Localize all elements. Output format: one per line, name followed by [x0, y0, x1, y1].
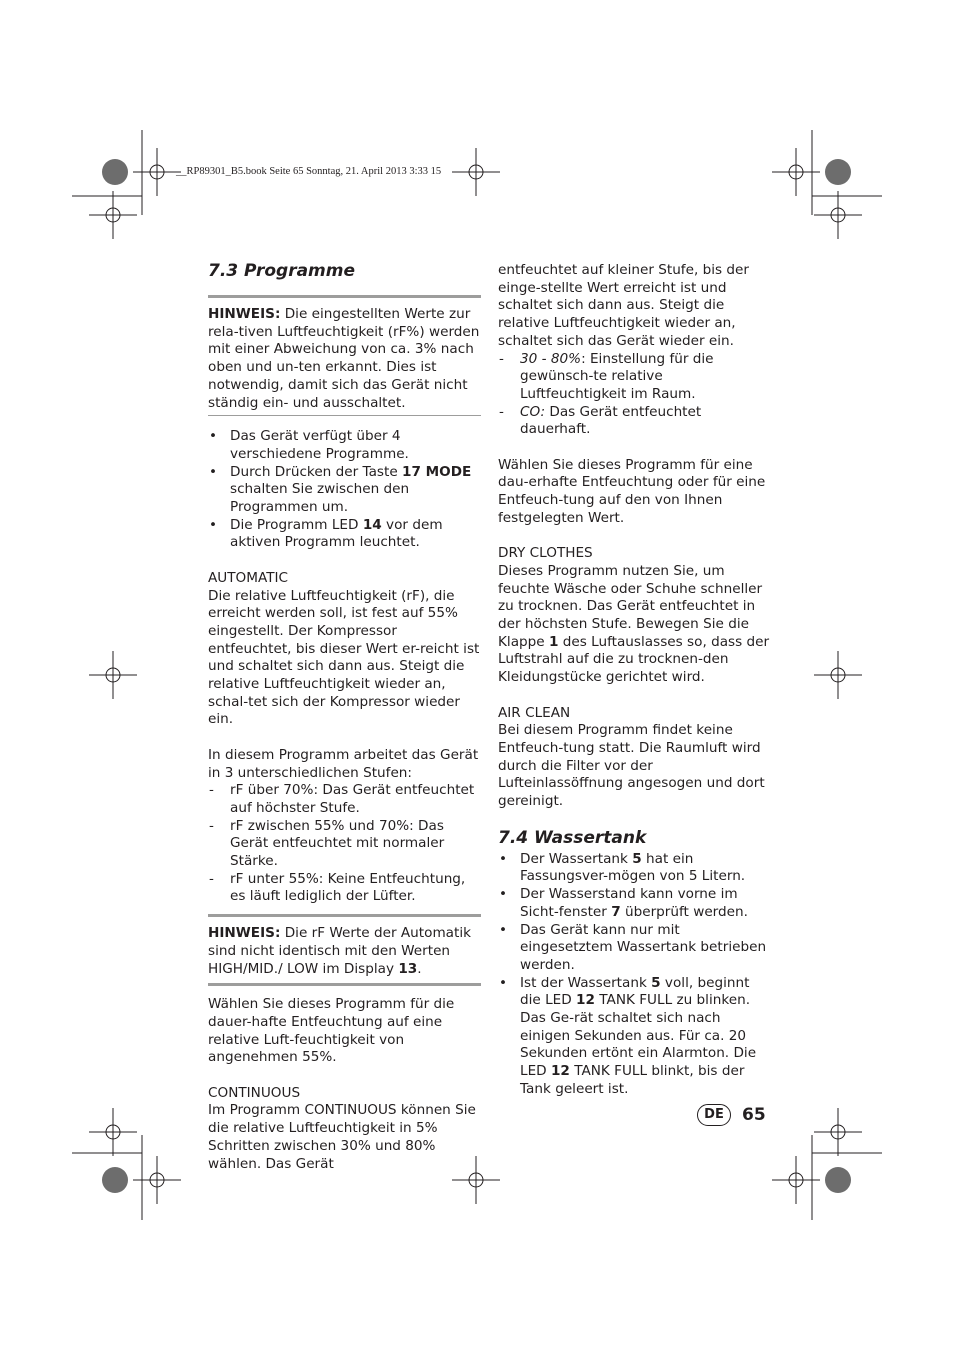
list-item: • Der Wassertank 5 hat ein Fassungsver-mögen von 5 Litern. [498, 851, 773, 886]
dry-clothes-title: DRY CLOTHES [498, 545, 593, 562]
page-footer [697, 1104, 766, 1126]
section-heading-programme: 7.3 Programme [208, 261, 356, 281]
color-target-icon [102, 159, 128, 185]
list-item: • Durch Drücken der Taste 17 MODE schalten Sie zwischen den Programmen um. [208, 464, 481, 517]
dry-clothes-text: Dieses Programm nutzen Sie, um feuchte Wäsche oder Schuhe schneller zu trocknen. Das Gerät entfeuchtet in der höchsten Stufe. Bewegen Sie die Klappe 1 des Luftauslasses so, dass der Luftstrahl auf die zu trocknen-den Kleidungstücke gerichtet wird. [498, 562, 770, 686]
program-bullets [208, 428, 481, 552]
list-item: - rF über 70%: Das Gerät entfeuchtet auf höchster Stufe. [208, 782, 481, 817]
air-clean-title: AIR CLEAN [498, 704, 571, 721]
air-clean-text: Bei diesem Programm findet keine Entfeuch-tung statt. Die Raumluft wird durch die Filter vor der Lufteinlassöffnung angesogen und dort gereinigt. [498, 722, 765, 810]
color-target-icon [825, 159, 851, 185]
page-number: 65 [742, 1105, 766, 1125]
section-heading-wassertank: 7.4 Wassertank [498, 827, 647, 848]
continuous-text: Im Programm CONTINUOUS können Sie die relative Luftfeuchtigkeit in 5% Schritten zwischen 30% und 80% wählen. Das Gerät [208, 1102, 476, 1172]
stages-intro: In diesem Programm arbeitet das Gerät in 3 unterschiedlichen Stufen: [208, 746, 479, 781]
choose-text: Wählen Sie dieses Programm für eine dau-erhafte Entfeuchtung oder für eine Entfeuch-tung auf den von Ihnen festgelegten Wert. [498, 456, 766, 526]
file-info-header: __RP89301_B5.book Seite 65 Sonntag, 21. April 2013 3:33 15 [176, 166, 442, 177]
note-text: Die eingestellten Werte zur rela-tiven Luftfeuchtigkeit (rF%) werden mit einer Abweichung von ca. 3% nach oben und un-ten erkannt. Dies ist notwendig, damit sich das Gerät nicht ständig ein- und ausschaltet. [208, 306, 480, 411]
left-column [208, 260, 481, 1173]
note-box: HINWEIS: Die rF Werte der Automatik sind nicht identisch mit den Werten HIGH/MID./ LOW im Display 13. [208, 914, 481, 981]
list-item: • Die Programm LED 14 vor dem aktiven Programm leuchtet. [208, 517, 481, 552]
language-badge: DE [697, 1104, 731, 1126]
automatic-title: AUTOMATIC [208, 569, 289, 586]
list-item: - CO: Das Gerät entfeuchtet dauerhaft. [498, 404, 773, 439]
note-label: HINWEIS: [208, 306, 281, 322]
color-target-icon [825, 1167, 851, 1193]
stages-list [208, 782, 481, 906]
list-item: - rF zwischen 55% und 70%: Das Gerät entfeuchtet mit normaler Stärke. [208, 818, 481, 871]
right-column [498, 262, 773, 1099]
choose-text: Wählen Sie dieses Programm für die dauer-hafte Entfeuchtung auf eine relative Luft-feuchtigkeit von angenehmen 55%. [208, 996, 455, 1066]
color-target-icon [102, 1167, 128, 1193]
list-item: • Ist der Wassertank 5 voll, beginnt die LED 12 TANK FULL zu blinken. Das Ge-rät schaltet sich nach einigen Sekunden aus. Für ca. 20 Sekunden ertönt ein Alarmton. Die LED 12 TANK FULL blinkt, bis der Tank geleert ist. [498, 975, 773, 1099]
continuous-text-cont: entfeuchtet auf kleiner Stufe, bis der einge-stellte Wert erreicht ist und schaltet sich dann aus. Steigt die relative Luftfeuchtigkeit wieder an, schaltet sich das Gerät wieder ein. [498, 262, 749, 349]
list-item: - 30 - 80%: Einstellung für die gewünsch-te relative Luftfeuchtigkeit im Raum. [498, 351, 773, 404]
tank-bullets [498, 851, 773, 1099]
continuous-options [498, 351, 773, 440]
automatic-text: Die relative Luftfeuchtigkeit (rF), die erreicht werden soll, ist fest auf 55% eingestellt. Der Kompressor entfeuchtet, bis dieser Wert er-reicht ist und schaltet sich dann aus. Steigt die relative Luftfeuchtigkeit wieder an, schal-tet sich der Kompressor wieder ein. [208, 587, 480, 728]
continuous-title: CONTINUOUS [208, 1084, 301, 1101]
list-item: • Das Gerät kann nur mit eingesetztem Wassertank betrieben werden. [498, 922, 773, 975]
list-item: • Das Gerät verfügt über 4 verschiedene Programme. [208, 428, 481, 463]
list-item: - rF unter 55%: Keine Entfeuchtung, es läuft lediglich der Lüfter. [208, 871, 481, 906]
note-box [208, 295, 481, 415]
list-item: • Der Wasserstand kann vorne im Sicht-fenster 7 überprüft werden. [498, 886, 773, 921]
